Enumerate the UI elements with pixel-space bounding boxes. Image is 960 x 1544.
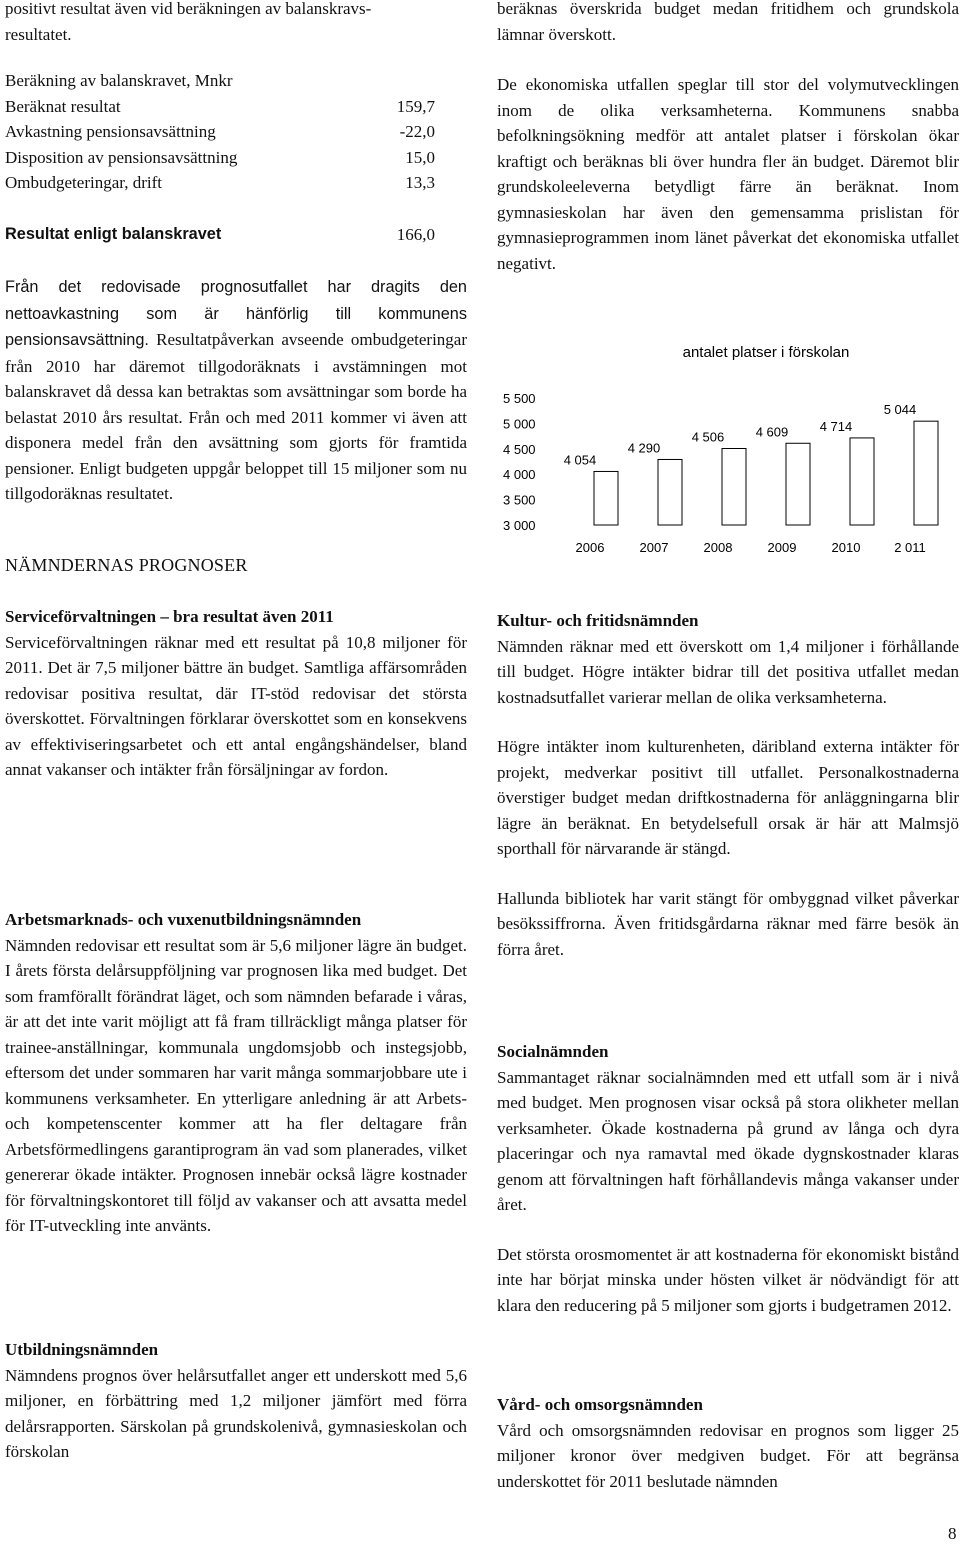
serif-sentences: Resultatpåverkan avseende ombudgeteringar från 2010 har däremot tillgodoräknats i avstämningen mot balanskravet då dessa kan betraktas som avsättningar som borde ha belastat 2010 års resultat. Från och med 2011 kommer vi även att disponera medel från den avsättning som gjorts för framtida pensioner. Enligt budgeten uppgår beloppet till 15 miljoner som nu tillgodoräknas resultatet. — [5, 330, 467, 503]
kultur-section — [497, 608, 959, 962]
data-label: 4 054 — [563, 452, 597, 468]
bar — [658, 459, 682, 525]
kultur-heading: Kultur- och fritidsnämnden — [497, 611, 699, 630]
kultur-text-1: Nämnden räknar med ett överskott om 1,4 miljoner i förhållande till budget. Högre intäkter bidrar till det positiva utfallet medan kostnadsutfallet varierar mellan de olika verksamheterna. — [497, 636, 959, 707]
arbets-heading: Arbetsmarknads- och vuxenutbildningsnämnden — [5, 910, 362, 929]
row-value: 159,7 — [396, 96, 435, 116]
page-number: 8 — [948, 1524, 957, 1543]
kultur-text-3: Hallunda bibliotek har varit stängt för ombyggnad vilket påverkar besökssiffrorna. Även fritidsgårdarna räknar med färre besök än förra året. — [497, 888, 959, 959]
y-tick-label: 3 000 — [503, 518, 536, 533]
row-label: Beräknat resultat — [5, 96, 121, 116]
bar — [594, 471, 618, 525]
data-label: 4 290 — [627, 440, 661, 456]
result-value: 166,0 — [396, 224, 435, 244]
result-label: Resultat enligt balanskravet — [5, 224, 222, 243]
y-tick-label: 3 500 — [503, 492, 536, 508]
row-label: Ombudgeteringar, drift — [5, 173, 162, 192]
vard-section — [497, 1392, 959, 1494]
y-tick-label: 5 000 — [503, 416, 536, 432]
intro-line-2: resultatet. — [5, 24, 72, 44]
balance-explanation — [5, 274, 467, 507]
preschool-chart — [497, 330, 960, 560]
social-text-2: Det största orosmomentet är att kostnaderna för ekonomiskt bistånd inte har börjat minska under hösten vilket är nödvändigt för att klara den reducering på 5 miljoner som gjorts i budgetramen 2012. — [497, 1244, 959, 1315]
utbildning-heading: Utbildningsnämnden — [5, 1340, 159, 1359]
balance-table-block — [5, 68, 467, 247]
arbets-text: Nämnden redovisar ett resultat som är 5,6 miljoner lägre än budget. I årets första delårsuppföljning var prognosen lika med budget. Det som framförallt förändrat läget, och som nämnden befarade i våras, är att det inte varit möjligt att få fram tillräckligt många platser för trainee-anställningar, kommunala ungdomsjobb och instegsjobb, eftersom det under sommaren har varit många sommarjobbare ute i kommunens verksamheter. En ytterligare anledning är att Arbets- och kompetenscenter kommer att ha fler deltagare från Arbetsförmedlingens garantiprogram än vad som planerades, vilket genererar ökade intäkter. Prognosen innebär också lägre kostnader för förvaltningskontoret till följd av vakanser och att avsatta medel för IT-utveckling inte använts. — [5, 935, 467, 1235]
kultur-text-2: Högre intäkter inom kulturenheten, däribland externa intäkter för projekt, medverkar positivt till utfallet. Personalkostnaderna överstiger budget medan driftkostnaderna för anläggningarna blir lägre än beräknat. En betydelsefull orsak är här att Malmsjö sporthall för närvarande är stängd. — [497, 737, 959, 858]
bar-chart — [497, 330, 960, 560]
arbets-section — [5, 907, 467, 1239]
vard-text: Vård och omsorgsnämnden redovisar en prognos som ligger 25 miljoner kronor över medgiven budget. För att begränsa underskottet för 2011 beslutade nämnden — [497, 1420, 959, 1491]
sans-sentence: Från det redovisade prognosutfallet har dragits den nettoavkastning som är hänförlig till kommunens pensionsavsättning. — [5, 278, 467, 349]
table-row — [5, 170, 435, 196]
vard-heading: Vård- och omsorgsnämnden — [497, 1395, 703, 1414]
service-heading: Serviceförvaltningen – bra resultat även 2011 — [5, 607, 334, 626]
utbildning-text: Nämndens prognos över helårsutfallet anger ett underskott med 5,6 miljoner, en förbättring med 1,2 miljoner jämfört med förra delårsrapporten. Särskolan på grundskolenivå, gymnasieskolan och förskolan — [5, 1365, 467, 1461]
row-label: Avkastning pensionsavsättning — [5, 122, 216, 141]
row-label: Disposition av pensionsavsättning — [5, 147, 238, 167]
social-text-1: Sammantaget räknar socialnämnden med ett utfall som är i nivå med budget. Men prognosen visar också på stora olikheter mellan verksamheter. Ökade kostnaderna på grund av långa och dyra placeringar och nya ramavtal med ökade dygnskostnader klaras genom att förvaltningen haft förhållandevis många vakanser under året. — [497, 1067, 959, 1214]
row-value: 13,3 — [405, 173, 435, 192]
row-value: 15,0 — [405, 147, 435, 167]
social-heading: Socialnämnden — [497, 1042, 609, 1061]
social-section — [497, 1039, 959, 1318]
balance-paragraph — [5, 274, 467, 507]
y-tick-label: 5 500 — [503, 391, 536, 406]
table-row — [5, 119, 435, 145]
service-section — [5, 604, 467, 783]
bar — [786, 443, 810, 525]
y-tick-label: 4 000 — [503, 467, 536, 483]
x-tick-label: 2010 — [831, 540, 861, 555]
balance-table-title: Beräkning av balanskravet, Mnkr — [5, 71, 233, 90]
econ-text: De ekonomiska utfallen speglar till stor del volymutvecklingen inom de olika verksamheterna. Kommunens snabba befolkningsökning medför att antalet platser i förskolan ökar kraftigt och beräknas bli över hundra fler än budget. Däremot blir grundskoleeleverna betydligt färre än beräknat. Inom gymnasieskolan har även den gemensamma prislistan för gymnasieprogrammen inom länet påverkat det ekonomiska utfallet negativt. — [497, 75, 959, 273]
section-title: NÄMNDERNAS PROGNOSER — [5, 555, 248, 575]
data-label: 4 506 — [691, 429, 725, 445]
x-tick-label: 2006 — [575, 540, 605, 555]
table-row — [5, 145, 435, 171]
row-value: -22,0 — [399, 122, 435, 141]
bar — [850, 438, 874, 525]
bar — [914, 421, 938, 525]
data-label: 5 044 — [883, 402, 917, 418]
table-result-row — [5, 222, 435, 248]
utbildning-section — [5, 1337, 467, 1465]
data-label: 4 609 — [755, 424, 789, 440]
right-top-text: beräknas överskrida budget medan fritidhem och grundskola lämnar överskott. — [497, 0, 959, 44]
service-text: Serviceförvaltningen räknar med ett resultat på 10,8 miljoner för 2011. Det är 7,5 miljoner bättre än budget. Samtliga affärsområden redovisar positiva resultat, där IT-stöd redovisar det största överskottet. Förvaltningen förklarar överskottet som en konsekvens av effektiviseringsarbetet och ett antal engångshändelser, bland annat vakanser och intäkter från försäljningar av fordon. — [5, 632, 467, 779]
x-tick-label: 2007 — [639, 540, 669, 555]
intro-line-1: positivt resultat även vid beräkningen av balanskravs- — [5, 0, 372, 18]
data-label: 4 714 — [819, 418, 853, 434]
chart-title: antalet platser i förskolan — [682, 344, 850, 361]
x-tick-label: 2 011 — [894, 540, 926, 555]
x-tick-label: 2008 — [703, 540, 733, 555]
table-row — [5, 94, 435, 120]
y-tick-label: 4 500 — [503, 441, 536, 457]
balance-table — [5, 94, 435, 248]
bar — [722, 448, 746, 525]
x-tick-label: 2009 — [767, 540, 797, 555]
